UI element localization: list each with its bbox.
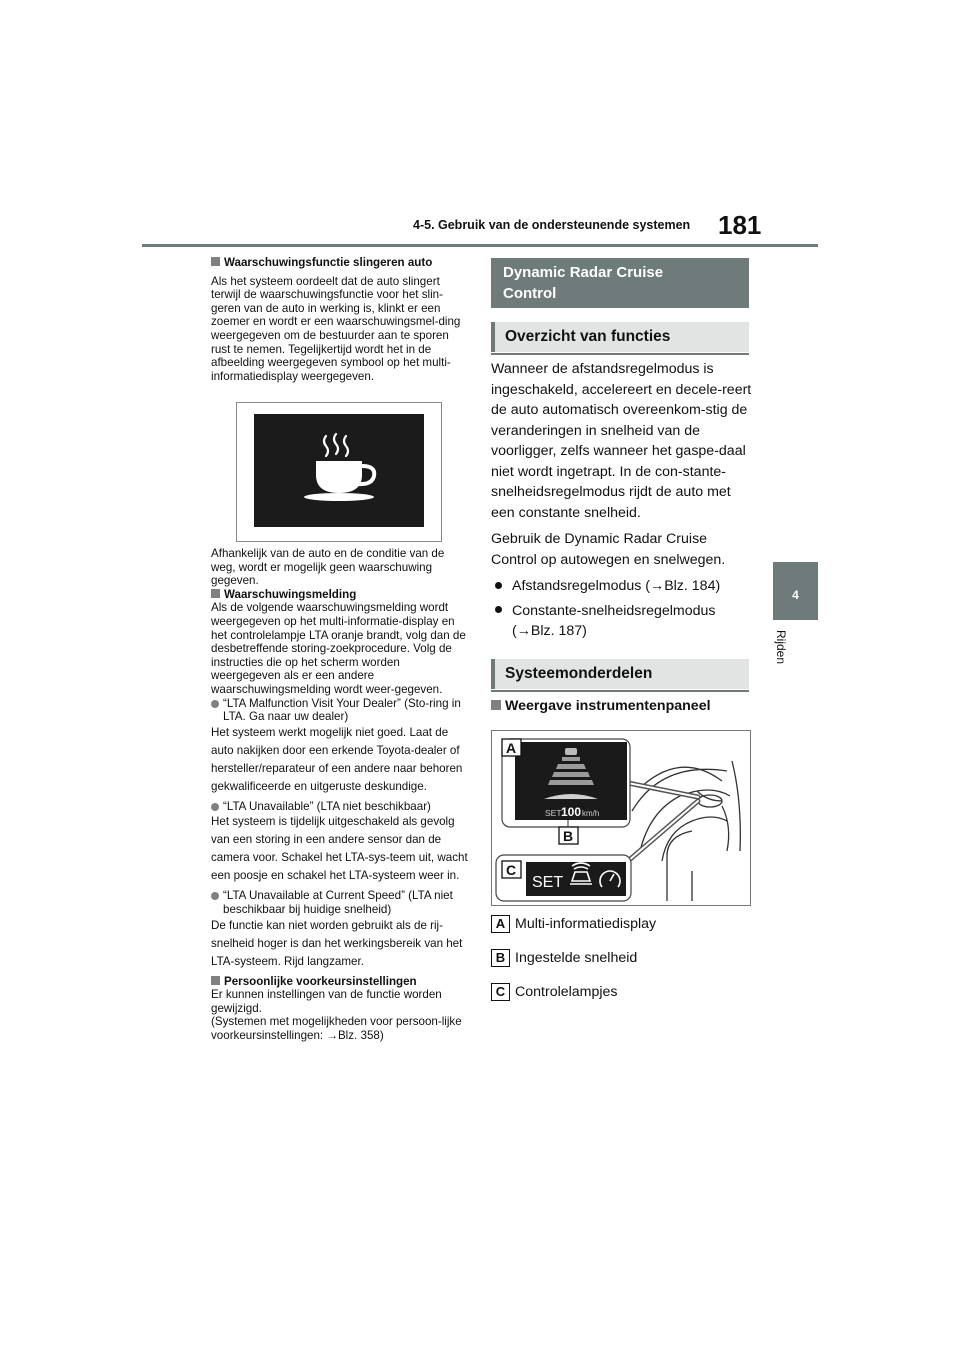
legend-text: Multi-informatiedisplay (515, 915, 657, 932)
heading-instrument-panel-row (491, 696, 753, 717)
set-speed: 100 (561, 805, 582, 819)
square-bullet-icon (491, 700, 501, 710)
chapter-label (774, 630, 814, 700)
legend-key: C (491, 983, 510, 1001)
coffee-cup-icon (254, 414, 424, 527)
subheading-components: Systeemonderdelen (491, 659, 749, 689)
bullet-lta-unavailable: “LTA Unavailable” (LTA niet beschikbaar) (223, 799, 431, 813)
left-block-1 (211, 256, 469, 383)
label-b: B (563, 828, 574, 844)
speed-unit: km/h (582, 809, 600, 818)
bullet-icon (495, 606, 502, 613)
bullet-icon (495, 582, 502, 589)
square-bullet-icon (211, 589, 220, 598)
heading-warning-message: Waarschuwingsmelding (224, 587, 357, 601)
legend-item-b (491, 949, 637, 967)
legend-key: A (491, 915, 510, 933)
coffee-cup-display (254, 414, 424, 527)
paragraph-personal-settings: Er kunnen instellingen van de functie worden gewijzigd. (211, 988, 442, 1015)
legend-key: B (491, 949, 510, 967)
paragraph-usage: Gebruik de Dynamic Radar Cruise Control op autowegen en snelwegen. (491, 531, 726, 568)
set-text: SET (545, 808, 562, 818)
header-rule (142, 244, 818, 247)
chapter-label-text: Rijden (774, 630, 788, 665)
paragraph-lta-malfunction: Het systeem werkt mogelijk niet goed. Laat de auto nakijken door een erkende Toyota-dealer of hersteller/reparateur of een andere naar behoren gekwalificeerde en uitgeruste deskundige. (211, 725, 463, 793)
section-title: 4-5. Gebruik van de ondersteunende systemen (413, 218, 691, 232)
left-block-2 (211, 547, 469, 1042)
bullet-constant-mode: Constante-snelheidsregelmodus (512, 602, 716, 619)
paragraph-sway-warning: Als het systeem oordeelt dat de auto slingert terwijl de waarschuwingsfunctie voor het slin-geren van de auto in werking is, klinkt er een zoemer en wordt er een waarschuwingsmel-ding weergegeven om de bestuurder aan te sporen rust te nemen. Tegelijkertijd wordt het in de afbeelding weergegeven symbool op het multi-informatiedisplay weergegeven. (211, 274, 461, 383)
square-bullet-icon (211, 976, 220, 985)
page-number: 181 (718, 210, 762, 240)
bullet-lta-malfunction: “LTA Malfunction Visit Your Dealer” (Sto-ring in LTA. Ga naar uw dealer) (223, 696, 461, 724)
paragraph-lta-unavailable: Het systeem is tijdelijk uitgeschakeld als gevolg van een storing in een andere sensor dan de camera voor. Schakel het LTA-sys-teem uit, wacht een poosje en schakel het LTA-systeem weer in. (211, 815, 468, 883)
chapter-number: 4 (792, 588, 799, 602)
dot-bullet-icon (211, 803, 219, 811)
paragraph-lta-current-speed: De functie kan niet worden gebruikt als de rij-snelheid hoger is dan het werkingsbereik van het LTA-systeem. Rijd langzamer. (211, 918, 463, 968)
legend-item-a (491, 915, 656, 933)
paragraph-personal-settings-ref: (Systemen met mogelijkheden voor persoon-lijke voorkeursinstellingen: →Blz. 358) (211, 1015, 462, 1042)
legend-text: Ingestelde snelheid (515, 949, 638, 966)
subheading-overview: Overzicht van functies (491, 322, 749, 352)
main-heading: Dynamic Radar Cruise Control (503, 264, 664, 302)
heading-instrument-panel: Weergave instrumentenpaneel (505, 698, 711, 714)
legend-item-c (491, 983, 618, 1001)
dot-bullet-icon (211, 700, 219, 708)
legend-text: Controlelampjes (515, 983, 618, 1000)
paragraph-no-warning: Afhankelijk van de auto en de conditie van de weg, wordt er mogelijk geen waarschuwing gegeven. (211, 547, 445, 588)
main-heading-bar (491, 258, 749, 308)
paragraph-warning-message: Als de volgende waarschuwingsmelding wordt weergegeven op het multi-informatie-display en het controlelampje LTA oranje brandt, volg dan de desbetreffende storing-zoekprocedure. Volg de instructies die op het scherm worden weergegeven als er een andere waarschuwingsmelding wordt weer-gegeven. (211, 601, 466, 696)
label-c: C (506, 862, 517, 878)
instrument-panel-illustration (492, 731, 750, 905)
heading-sway-warning: Waarschuwingsfunctie slingeren auto (224, 256, 433, 269)
dot-bullet-icon (211, 892, 219, 900)
bullet-constant-mode-ref: (→Blz. 187) (512, 623, 587, 639)
bullet-distance-mode: Afstandsregelmodus (→Blz. 184) (512, 578, 721, 594)
right-block-1 (491, 359, 753, 642)
instrument-panel-figure (491, 730, 751, 906)
heading-personal-settings: Persoonlijke voorkeursinstellingen (224, 974, 417, 988)
label-a: A (506, 740, 517, 756)
chapter-tab (773, 562, 818, 620)
paragraph-overview: Wanneer de afstandsregelmodus is ingeschakeld, accelereert en decele-reert de auto automatisch overeenkom-stig de veranderingen in snelheid van de voorligger, zelfs wanneer het gaspe-daal niet wordt ingetrapt. In de con-stante-snelheidsregelmodus rijdt de auto met een constante snelheid. (491, 361, 752, 521)
square-bullet-icon (211, 257, 220, 266)
set-indicator: SET (532, 874, 564, 891)
bullet-lta-current-speed: “LTA Unavailable at Current Speed” (LTA niet beschikbaar bij huidige snelheid) (223, 889, 453, 916)
